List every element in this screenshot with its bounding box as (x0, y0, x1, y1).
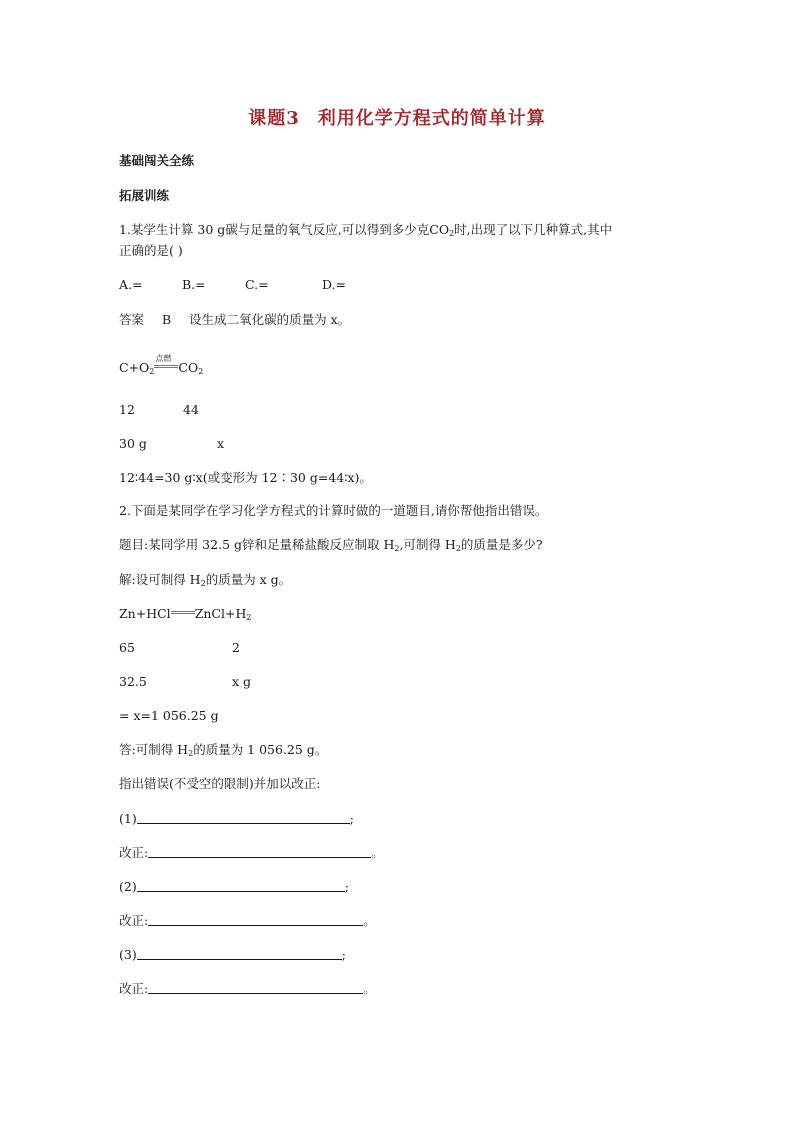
answer-explanation: 设生成二氧化碳的质量为 x。 (189, 312, 351, 327)
option-d: D.= (322, 277, 347, 292)
q1-mass-b1: 30 g (119, 436, 147, 451)
fix-item-3 (119, 981, 376, 997)
q1-mass-a1: 12 (119, 402, 135, 417)
error-item-2 (119, 879, 349, 895)
fix-label: 改正: (119, 981, 149, 996)
answer-label: 答案 (119, 312, 145, 327)
q1-stem-text-b: 时,出现了以下几种算式,其中 (454, 222, 613, 237)
q1-mass-a2: 44 (183, 402, 199, 417)
reaction-arrow-icon (154, 354, 178, 372)
q2-molar-mass-h2: 2 (232, 640, 240, 655)
error-blank-1[interactable] (137, 811, 350, 824)
q2-solution-text-a: 解:设可制得 H (119, 572, 201, 587)
option-c: C.= (245, 277, 269, 292)
error-item-number: (3) (119, 947, 137, 962)
q1-stem-text-a: 1.某学生计算 30 g碳与足量的氧气反应,可以得到多少克CO (119, 222, 450, 237)
q2-conclusion (119, 742, 327, 762)
fix-blank-1[interactable] (148, 845, 371, 858)
q2-equation (119, 606, 251, 626)
error-item-3 (119, 947, 346, 963)
q2-conclusion-text-a: 答:可制得 H (119, 742, 189, 757)
q2-problem-subscript2: 2 (455, 544, 461, 553)
fix-punct: 。 (363, 913, 376, 928)
q2-conclusion-text-b: 的质量为 1 056.25 g。 (193, 742, 328, 757)
q2-eq-products: ZnCl+H (194, 606, 247, 621)
option-a: A.= (119, 277, 143, 292)
answer-choice: B (161, 312, 172, 327)
reaction-condition: 点燃 (155, 354, 172, 363)
equals-sign-icon (171, 606, 195, 618)
fix-blank-3[interactable] (148, 981, 363, 994)
q2-value-zn: 32.5 (119, 674, 147, 689)
q1-equation (119, 354, 204, 380)
fix-punct: 。 (363, 981, 376, 996)
error-item-punct: ; (349, 811, 354, 826)
q2-problem-text-a: 题目:某同学用 32.5 g锌和足量稀盐酸反应制取 H (119, 537, 395, 552)
q1-proportion: 12∶44=30 g∶x(或变形为 12∶30 g=44∶x)。 (119, 470, 372, 485)
fix-blank-2[interactable] (148, 913, 363, 926)
q2-problem-text-c: 的质量是多少? (460, 537, 543, 552)
fix-punct: 。 (371, 845, 384, 860)
error-item-1 (119, 811, 354, 827)
q2-molar-mass-zn: 65 (119, 640, 135, 655)
q2-conclusion-subscript: 2 (188, 749, 194, 758)
fix-item-2 (119, 913, 376, 929)
fix-label: 改正: (119, 845, 149, 860)
title-lesson-number: 课题3 (248, 108, 300, 129)
q1-answer (119, 312, 350, 328)
section-heading-extension: 拓展训练 (119, 188, 170, 203)
q2-instruction: 指出错误(不受空的限制)并加以改正: (119, 776, 321, 791)
page-title (0, 104, 794, 130)
q2-calculation: = x=1 056.25 g (119, 708, 219, 723)
title-topic: 利用化学方程式的简单计算 (317, 108, 546, 129)
q2-solution-subscript: 2 (200, 579, 206, 588)
q2-eq-subscript: 2 (246, 613, 252, 622)
q2-solution-setup (119, 572, 291, 592)
error-blank-2[interactable] (137, 879, 345, 892)
q1-mass-b2: x (217, 436, 225, 451)
error-blank-3[interactable] (137, 947, 342, 960)
option-b: B.= (182, 277, 206, 292)
eq-product: CO (178, 360, 199, 375)
q2-problem-text-b: ,可制得 H (399, 537, 456, 552)
q1-stem-line2: 正确的是( ) (119, 243, 183, 258)
fix-item-1 (119, 845, 384, 861)
fix-label: 改正: (119, 913, 149, 928)
q2-value-h2: x g (232, 674, 252, 689)
q2-solution-text-b: 的质量为 x g。 (205, 572, 292, 587)
error-item-number: (1) (119, 811, 137, 826)
q2-stem: 2.下面是某同学在学习化学方程式的计算时做的一道题目,请你帮他指出错误。 (119, 503, 548, 518)
q2-eq-reactants: Zn+HCl (119, 606, 171, 621)
eq-product-subscript: 2 (198, 367, 204, 376)
q2-problem-subscript1: 2 (394, 544, 400, 553)
q2-problem (119, 537, 543, 557)
error-item-number: (2) (119, 879, 137, 894)
q1-stem-line1 (119, 222, 612, 242)
error-item-punct: ; (341, 947, 346, 962)
error-item-punct: ; (344, 879, 349, 894)
eq-reactant-subscript: 2 (149, 367, 155, 376)
section-heading-basic: 基础闯关全练 (119, 153, 195, 168)
eq-reactants: C+O (119, 360, 150, 375)
q1-stem-subscript: 2 (449, 229, 455, 238)
